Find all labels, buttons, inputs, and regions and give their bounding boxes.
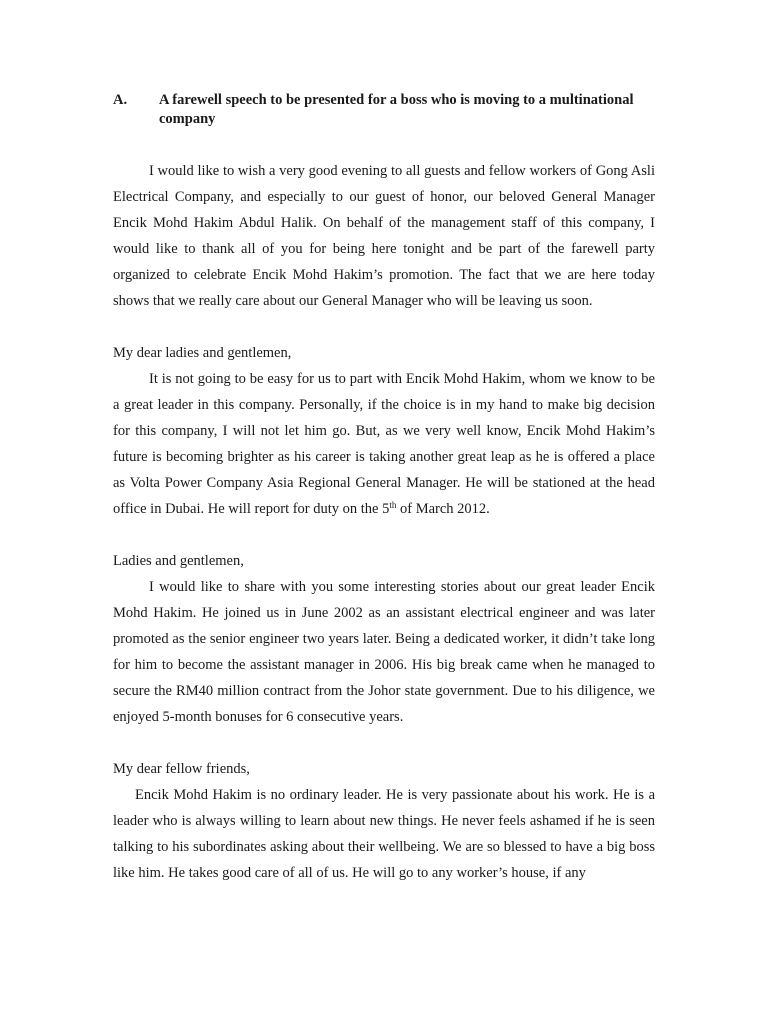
paragraph-opening: I would like to wish a very good evening to all guests and fellow workers of Gong Asli Electrical Company, and especially to our guest of honor, our beloved General Manager Encik Mohd Hakim Abdul Halik. On behalf of the management staff of this company, I would like to thank all of you for being here tonight and be part of the farewell party organized to celebrate Encik Mohd Hakim’s promotion. The fact that we are here today shows that we really care about our General Manager who will be leaving us soon. xyxy=(113,163,655,309)
salutation-ladies-gentlemen-dear: My dear ladies and gentlemen, xyxy=(113,345,292,361)
paragraph-leaving-date: of March 2012. xyxy=(396,501,490,517)
paragraph-leader: Encik Mohd Hakim is no ordinary leader. He is very passionate about his work. He is a leader who is always willing to learn about new things. He never feels ashamed if he is seen talking to his subordinates asking about their wellbeing. We are so blessed to have a big boss like him. He takes good care of all of us. He will go to any worker’s house, if any xyxy=(113,787,655,881)
salutation-ladies-gentlemen: Ladies and gentlemen, xyxy=(113,553,244,569)
section-number: A. xyxy=(113,92,128,108)
ordinal-suffix: th xyxy=(389,500,397,510)
paragraph-leaving-text: It is not going to be easy for us to part with Encik Mohd Hakim, whom we know to be a great leader in this company. Personally, if the choice is in my hand to make big decision for this company, I will not let him go. But, as we very well know, Encik Mohd Hakim’s future is becoming brighter as his career is taking another great leap as he is offered a place as Volta Power Company Asia Regional General Manager. He will be stationed at the head office in Dubai. He will report for duty on the 5 xyxy=(113,371,655,517)
speech-body xyxy=(113,158,655,886)
salutation-fellow-friends: My dear fellow friends, xyxy=(113,761,250,777)
paragraph-leaving xyxy=(113,366,655,522)
section-title: A farewell speech to be presented for a boss who is moving to a multinational company xyxy=(159,92,634,127)
paragraph-stories: I would like to share with you some interesting stories about our great leader Encik Mohd Hakim. He joined us in June 2002 as an assistant electrical engineer and was later promoted as the senior engineer two years later. Being a dedicated worker, it didn’t take long for him to become the assistant manager in 2006. His big break came when he managed to secure the RM40 million contract from the Johor state government. Due to his diligence, we enjoyed 5-month bonuses for 6 consecutive years. xyxy=(113,579,655,725)
